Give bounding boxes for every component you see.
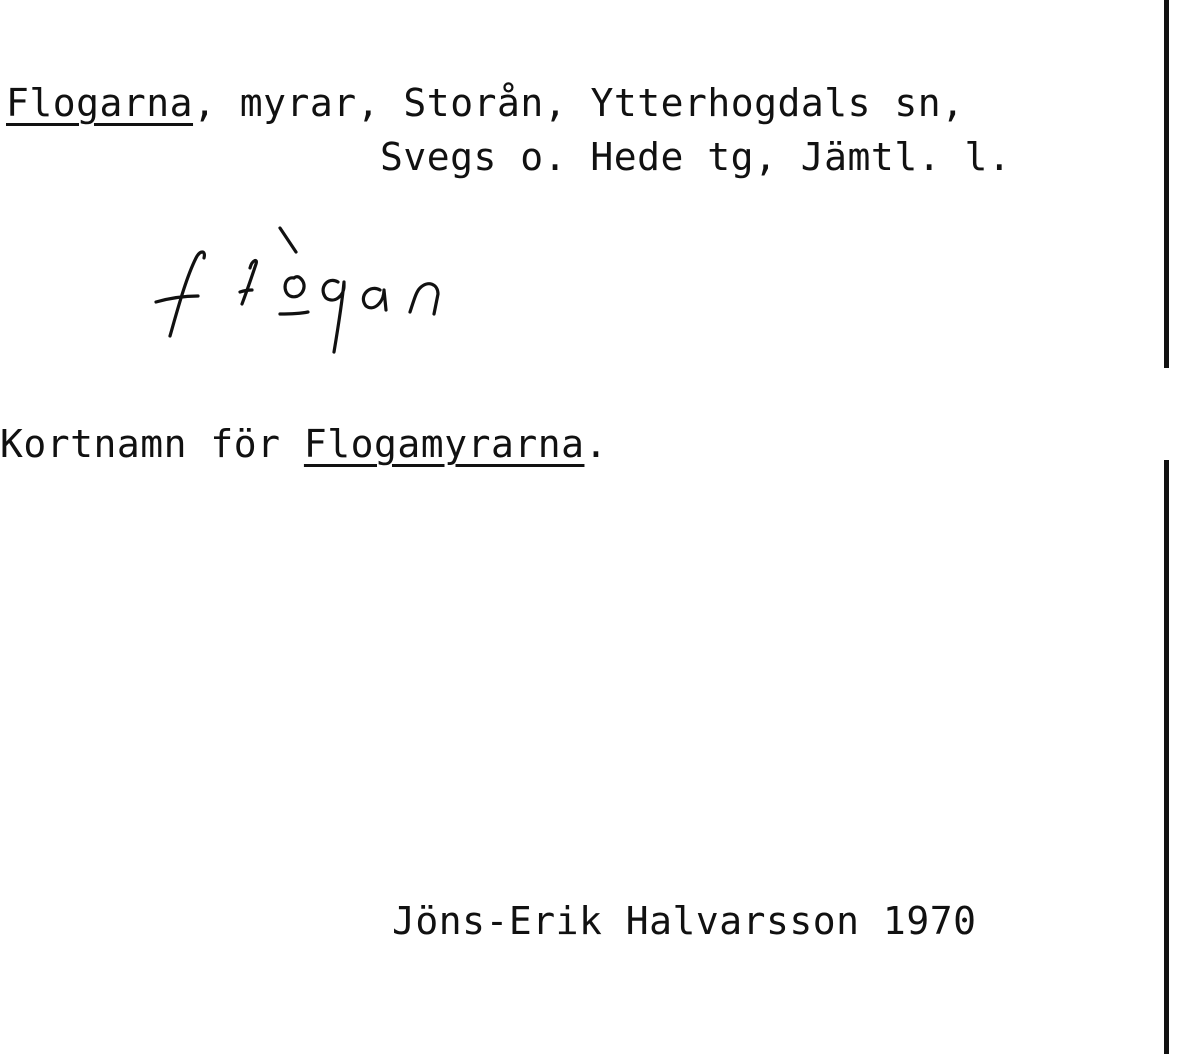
place-description: , myrar, Storån, Ytterhogdals sn, [193, 81, 965, 125]
signature: Jöns-Erik Halvarsson 1970 [392, 899, 977, 943]
note-suffix: . [584, 422, 608, 466]
handwritten-pronunciation [148, 218, 478, 368]
location-line: Svegs o. Hede tg, Jämtl. l. [380, 135, 1012, 179]
card-edge [1164, 0, 1169, 1054]
full-place-name: Flogamyrarna [303, 422, 585, 466]
place-name: Flogarna [6, 81, 194, 125]
card-edge-gap [1163, 368, 1171, 460]
note-prefix: Kortnamn för [0, 422, 304, 466]
heading-line [6, 80, 965, 126]
note-line [0, 421, 608, 467]
